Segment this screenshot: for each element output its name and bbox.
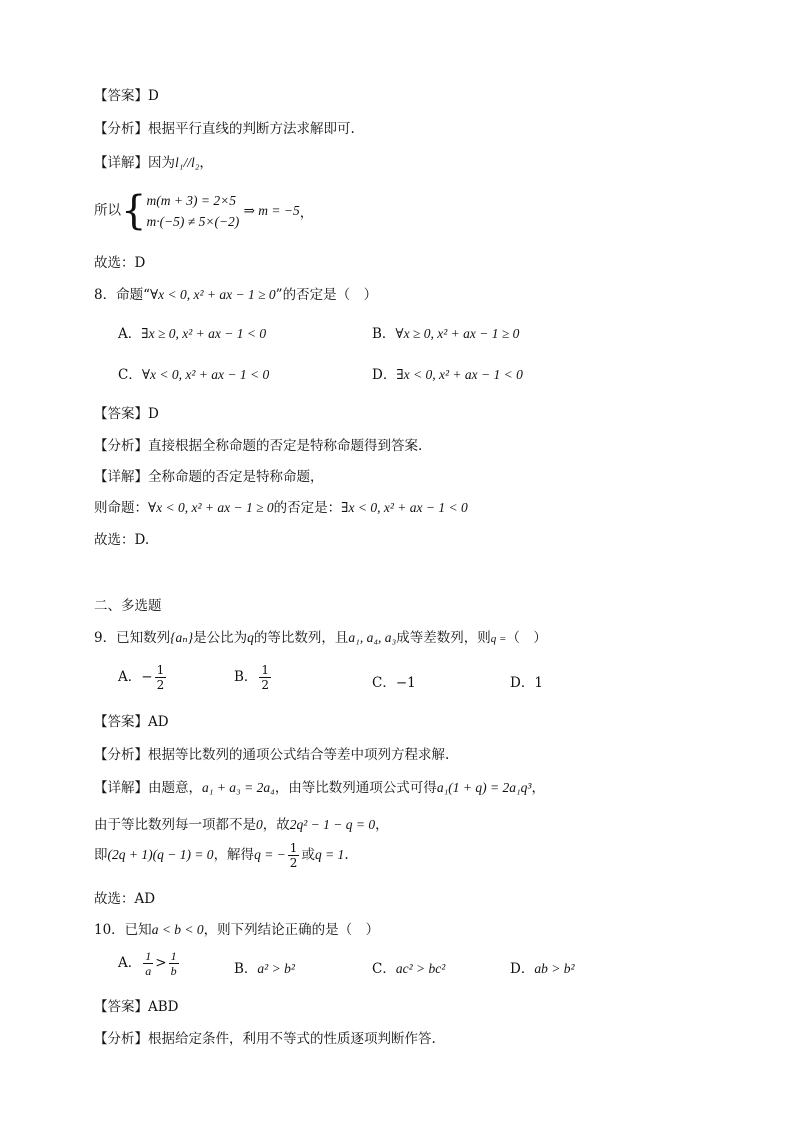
option-label: C． [118,367,142,383]
q8-detail-line [94,465,324,485]
q8-analysis-line [94,434,422,454]
option-label: D． [372,367,397,383]
fraction [288,842,300,869]
option-label: A． [118,955,142,971]
option-label: C． [372,961,396,977]
q9-seq: {aₙ} [170,630,194,645]
denominator: b [170,964,177,978]
option-value: −1 [395,675,416,691]
option-value: 1 [534,675,543,691]
option-expr: a² > b² [257,961,295,976]
fraction [169,950,179,977]
q8-option-b[interactable] [372,322,519,342]
denominator: 2 [156,678,165,692]
q9-terms: a₁, a₄, a₃ [348,630,397,645]
answer-label: 【答案】 [94,406,148,422]
option-label: B． [234,961,258,977]
q8-option-d[interactable] [372,363,523,383]
q8-then-mid: 的否定是： [273,500,342,516]
denominator: 2 [261,678,270,692]
answer-label: 【答案】 [94,714,148,730]
left-brace: { [121,188,147,234]
q7-analysis: 根据平行直线的判断方法求解即可. [148,121,355,137]
q10-answer: ABD [148,999,179,1015]
q7-answer: D [148,88,159,104]
q9-q2: q = [490,633,507,645]
option-expr: ∀x < 0, x² + ax − 1 < 0 [141,367,270,382]
fraction [155,664,167,691]
q7-equation-system [146,190,239,232]
fraction [259,664,271,691]
numerator: 1 [261,663,270,677]
q9-stem-mid1: 是公比为 [193,630,248,646]
q10-analysis: 根据给定条件，利用不等式的性质逐项判断作答. [148,1031,436,1047]
q8-stem [94,283,377,303]
q9-detail-mid: ，由等比数列通项公式可得 [274,780,437,796]
fraction [143,950,153,977]
q9-line3-prefix: 即 [94,847,108,863]
q9-detail-expr1: a₁ + a₃ = 2a₄ [202,780,275,795]
q9-detail-suffix: ， [531,780,545,796]
q10-option-d[interactable] [510,957,575,977]
q8-detail: 全称命题的否定是特称命题， [148,469,324,485]
q8-then-expr1: ∀x < 0, x² + ax − 1 ≥ 0 [148,500,274,515]
q7-detail-prefix: 因为 [148,155,175,171]
option-label: D． [510,961,535,977]
q9-option-b[interactable] [234,664,273,691]
q9-stem-mid3: 成等差数列，则 [396,630,491,646]
q10-stem-suffix: ，则下列结论正确的是（ ） [203,922,380,938]
q9-stem-mid2: 的等比数列，且 [253,630,349,646]
q8-choose-line [94,528,149,548]
q9-option-d[interactable] [510,671,543,691]
q7-so-prefix: 所以 [94,202,121,219]
section-title: 二、多选题 [94,598,162,614]
q8-analysis: 直接根据全称命题的否定是特称命题得到答案. [148,438,423,454]
q9-stem-suffix: （ ） [506,630,547,646]
option-expr: ∃x < 0, x² + ax − 1 < 0 [396,367,523,382]
q7-sys-result: ⇒ m = −5 [243,203,300,218]
option-label: C． [372,675,396,691]
q8-then-expr2: ∃x < 0, x² + ax − 1 < 0 [341,500,468,515]
q9-line3-suffix: . [344,847,349,863]
denominator: a [145,964,152,978]
option-label: A． [118,326,142,342]
q9-line2-mid: ，故 [262,817,290,833]
option-label: D． [510,675,535,691]
q7-sys-row1: m(m + 3) = 2×5 [146,193,237,208]
q7-system-line [94,190,313,232]
q9-choose-line [94,887,155,907]
q10-option-b[interactable] [234,957,295,977]
q10-stem-prefix: 10．已知 [94,922,152,938]
option-expr: ∀x ≥ 0, x² + ax − 1 ≥ 0 [395,326,520,341]
q9-option-a[interactable] [118,664,168,691]
denominator: 2 [289,856,298,870]
q8-stem-prefix: 8．命题“ [94,287,150,303]
analysis-label: 【分析】 [94,1031,148,1047]
q8-option-c[interactable] [118,363,269,383]
option-expr: ab > b² [534,961,575,976]
q7-choose-line [94,251,145,271]
q9-line2-expr: 2q² − 1 − q = 0 [289,817,376,832]
q7-sys-suffix: ， [299,205,314,221]
q9-detail-expr2: a₁(1 + q) = 2a₁q³ [436,780,532,795]
q7-sys-row2: m·(−5) ≠ 5×(−2) [146,214,240,229]
option-expr: ac² > bc² [395,961,446,976]
q10-option-a[interactable] [118,950,181,977]
q7-answer-line [94,84,159,104]
q10-stem [94,918,379,938]
q9-line3-q: q = − [254,847,286,862]
greater-than: > [155,955,167,971]
q9-line3-expr: (2q + 1)(q − 1) = 0 [107,847,214,862]
q10-analysis-line [94,1027,436,1047]
option-label: B． [234,669,258,685]
q7-choose: 故选：D [94,255,146,271]
q9-analysis: 根据等比数列的通项公式结合等差中项列方程求解. [148,747,450,763]
q9-q: q [247,630,254,645]
q10-option-c[interactable] [372,957,445,977]
q8-option-a[interactable] [118,322,266,342]
q8-answer: D [148,406,159,422]
q9-line3-mid: ，解得 [213,847,255,863]
q8-stem-expr: ∀x < 0, x² + ax − 1 ≥ 0 [150,287,276,302]
q8-then-prefix: 则命题： [94,500,148,516]
numerator: 1 [170,949,177,963]
analysis-label: 【分析】 [94,747,148,763]
q8-answer-line [94,402,159,422]
q9-line2-prefix: 由于等比数列每一项都不是 [94,817,256,833]
analysis-label: 【分析】 [94,121,148,137]
q9-choose: 故选：AD [94,891,156,907]
q9-line2 [94,813,389,833]
q9-line2-suffix: ， [375,817,389,833]
q9-stem-prefix: 9．已知数列 [94,630,171,646]
q9-line2-zero: 0 [256,817,263,832]
q7-detail-line [94,151,213,171]
q9-answer-line [94,710,169,730]
q8-stem-suffix: ”的否定是（ ） [275,287,378,303]
q9-line3-or: 或 [301,847,315,863]
detail-label: 【详解】 [94,780,148,796]
q9-stem [94,626,547,646]
option-expr: ∃x ≥ 0, x² + ax − 1 < 0 [141,326,267,341]
q8-choose: 故选：D. [94,532,150,548]
q9-detail-line [94,776,545,796]
detail-label: 【详解】 [94,469,148,485]
numerator: 1 [289,841,298,855]
detail-label: 【详解】 [94,155,148,171]
answer-label: 【答案】 [94,88,148,104]
answer-label: 【答案】 [94,999,148,1015]
numerator: 1 [145,949,152,963]
q7-analysis-line [94,117,355,137]
q7-detail-expr: l₁//l₂ [175,155,200,170]
q10-answer-line [94,995,179,1015]
q9-analysis-line [94,743,449,763]
option-label: B． [372,326,396,342]
q10-stem-expr: a < b < 0 [151,922,204,937]
numerator: 1 [156,663,165,677]
q9-answer: AD [148,714,169,730]
q8-then-line [94,496,468,516]
q9-detail-prefix: 由题意， [148,780,202,796]
analysis-label: 【分析】 [94,438,148,454]
q9-line3-q2: q = 1 [314,847,345,862]
q7-detail-suffix: ， [199,155,213,171]
option-label: A． [118,669,142,685]
q9-line3 [94,842,349,869]
option-sign: − [141,669,153,685]
q9-option-c[interactable] [372,671,416,691]
